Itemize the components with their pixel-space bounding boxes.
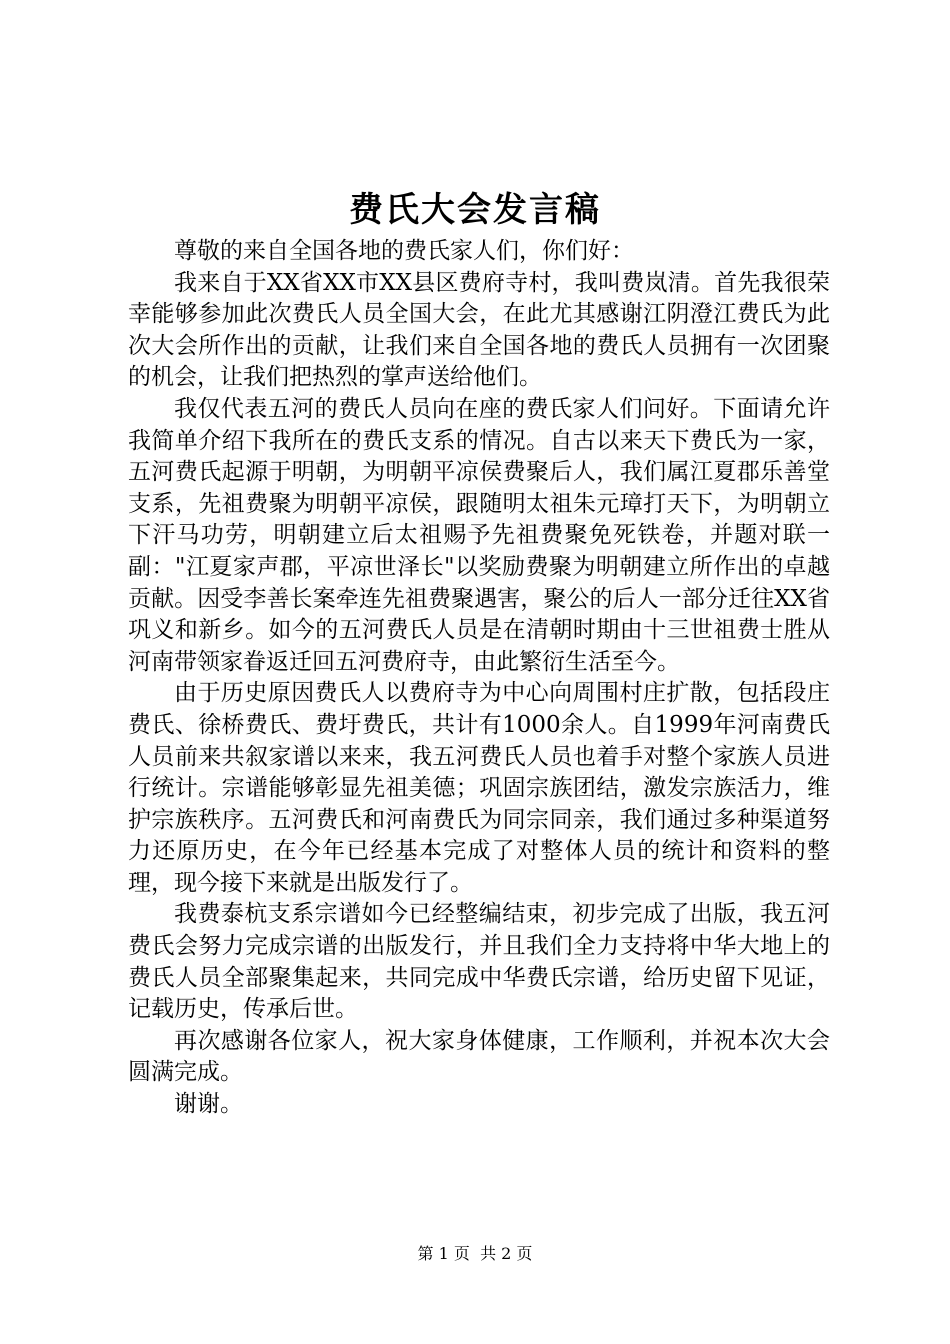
page-number: 第 1 页 共 2 页 (417, 1244, 533, 1263)
history-paragraph: 我仅代表五河的费氏人员向在座的费氏家人们问好。下面请允许我简单介绍下我所在的费氏支系的情况。自古以来天下费氏为一家，五河费氏起源于明朝，为明朝平凉侯费聚后人，我们属江夏郡乐善堂支系，先祖费聚为明朝平凉侯，跟随明太祖朱元璋打天下，为明朝立下汗马功劳，明朝建立后太祖赐予先祖费聚免死铁卷，并题对联一副："江夏家声郡，平凉世泽长"以奖励费聚为明朝建立所作出的卓越贡献。因受李善长案牵连先祖费聚遇害，聚公的后人一部分迁往XX省巩义和新乡。如今的五河费氏人员是在清朝时期由十三世祖费士胜从河南带领家眷返迁回五河费府寺，由此繁衍生活至今。 (128, 395, 830, 675)
closing-paragraph: 谢谢。 (174, 1091, 243, 1118)
document-body (128, 236, 830, 1121)
page-footer (0, 1242, 950, 1266)
intro-paragraph: 我来自于XX省XX市XX县区费府寺村，我叫费岚清。首先我很荣幸能够参加此次费氏人员全国大会，在此尤其感谢江阴澄江费氏为此次大会所作出的贡献，让我们来自全国各地的费氏人员拥有一次团聚的机会，让我们把热烈的掌声送给他们。 (128, 269, 830, 391)
thanks-paragraph: 再次感谢各位家人，祝大家身体健康，工作顺利，并祝本次大会圆满完成。 (128, 1027, 830, 1086)
document-title: 费氏大会发言稿 (349, 190, 601, 230)
greeting-paragraph: 尊敬的来自全国各地的费氏家人们，你们好： (174, 238, 634, 264)
publication-paragraph: 我费泰杭支系宗谱如今已经整编结束，初步完成了出版，我五河费氏会努力完成宗谱的出版发行，并且我们全力支持将中华大地上的费氏人员全部聚集起来，共同完成中华费氏宗谱，给历史留下见证，记载历史，传承后世。 (128, 901, 830, 1023)
genealogy-paragraph: 由于历史原因费氏人以费府寺为中心向周围村庄扩散，包括段庄费氏、徐桥费氏、费圩费氏，共计有1000余人。自1999年河南费氏人员前来共叙家谱以来来，我五河费氏人员也着手对整个家族人员进行统计。宗谱能够彰显先祖美德；巩固宗族团结，激发宗族活力，维护宗族秩序。五河费氏和河南费氏为同宗同亲，我们通过多种渠道努力还原历史，在今年已经基本完成了对整体人员的统计和资料的整理，现今接下来就是出版发行了。 (128, 680, 830, 896)
